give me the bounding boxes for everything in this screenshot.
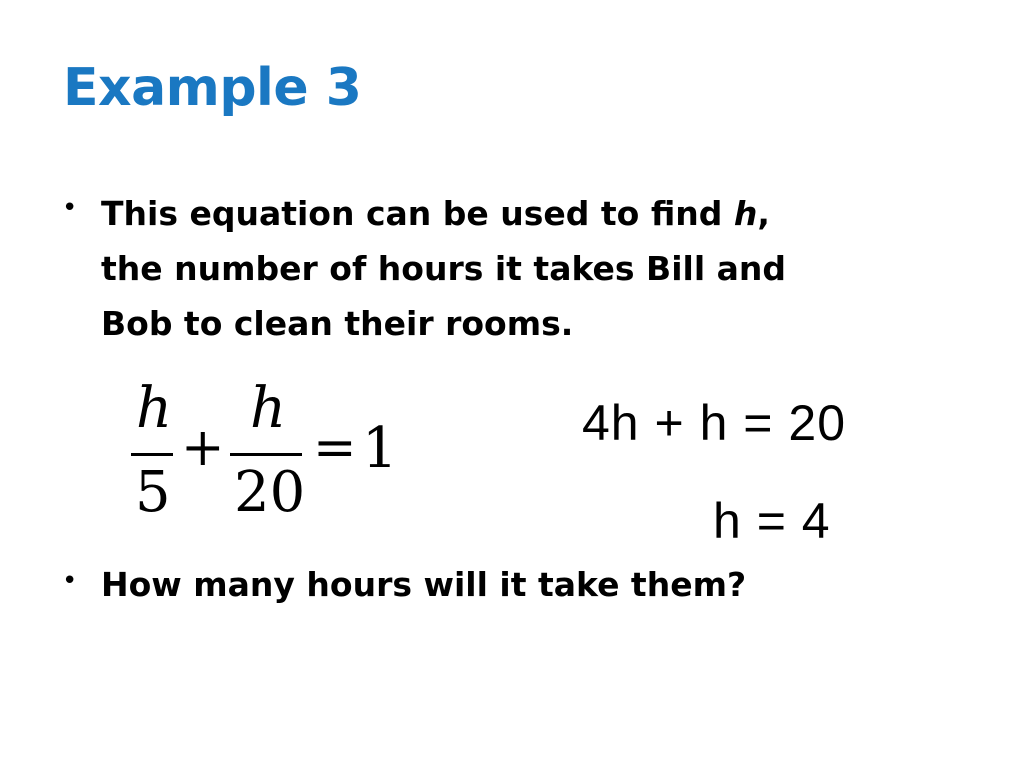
bullet-line: Bob to clean their rooms.: [101, 304, 574, 343]
equation-rhs: 1: [362, 416, 398, 481]
bullet-marker: •: [62, 193, 78, 223]
fraction-1-bar: [131, 453, 173, 456]
variable-h: h: [733, 194, 758, 233]
fraction-1-numerator: h: [136, 376, 173, 441]
plus-sign: +: [181, 418, 225, 478]
bullet-text-2: How many hours will it take them?: [101, 565, 747, 604]
bullet-line: the number of hours it takes Bill and: [101, 249, 787, 288]
comma: ,: [757, 194, 770, 233]
bullet-text-1: [101, 186, 786, 351]
fraction-2-numerator: h: [250, 376, 287, 441]
work-step-2: h = 4: [713, 493, 831, 549]
fraction-1-denominator: 5: [135, 460, 171, 525]
equals-sign: =: [313, 418, 357, 478]
bullet-line-text: This equation can be used to find: [101, 194, 734, 233]
slide-title: Example 3: [63, 58, 362, 118]
bullet-marker: •: [62, 566, 78, 596]
fraction-2-denominator: 20: [234, 460, 306, 525]
work-step-1: 4h + h = 20: [582, 395, 847, 451]
bullet-line: [101, 186, 786, 241]
fraction-2-bar: [230, 453, 302, 456]
